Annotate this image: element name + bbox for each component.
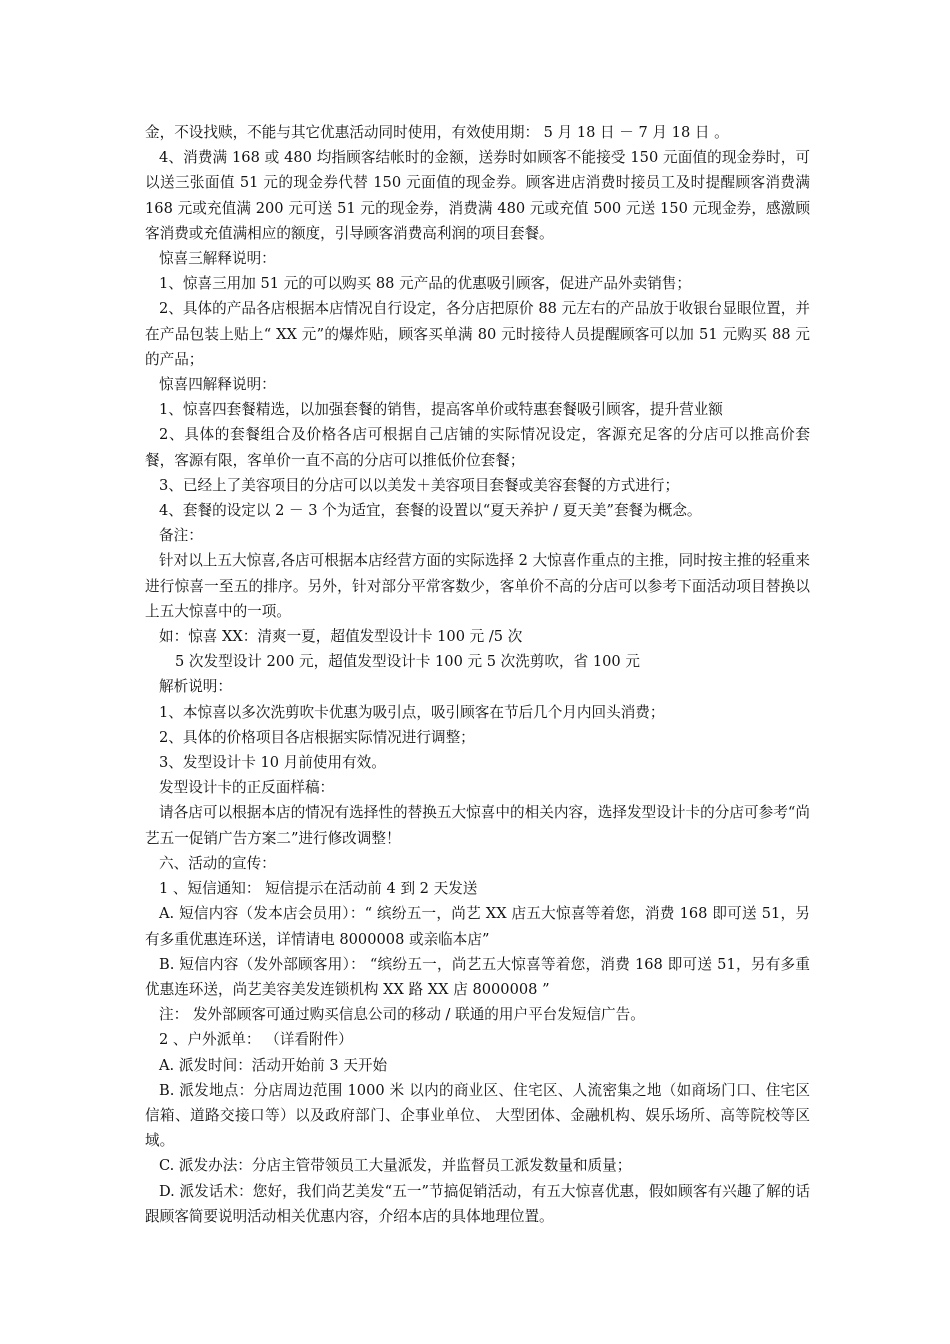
paragraph: A. 派发时间：活动开始前 3 天开始 — [159, 1056, 388, 1074]
paragraph: 3、已经上了美容项目的分店可以以美发＋美容项目套餐或美容套餐的方式进行； — [159, 476, 680, 494]
paragraph: 请各店可以根据本店的情况有选择性的替换五大惊喜中的相关内容，选择发型设计卡的分店可参考“尚艺五一促销广告方案二”进行修改调整！ — [145, 804, 810, 847]
paragraph: 1、惊喜四套餐精选，以加强套餐的销售，提高客单价或特惠套餐吸引顾客，提升营业额 — [159, 401, 723, 419]
paragraph: 2、具体的价格项目各店根据实际情况进行调整； — [159, 728, 475, 746]
paragraph: D. 派发话术：您好，我们尚艺美发“五一”节搞促销活动，有五大惊喜优惠，假如顾客有兴趣了解的话跟顾客简要说明活动相关优惠内容，介绍本店的具体地理位置。 — [145, 1182, 810, 1225]
paragraph: 2 、户外派单： （详看附件） — [159, 1031, 353, 1049]
paragraph: 3、发型设计卡 10 月前使用有效。 — [159, 754, 386, 772]
paragraph: 1、惊喜三用加 51 元的可以购买 88 元产品的优惠吸引顾客，促进产品外卖销售； — [159, 275, 691, 293]
paragraph: 1、本惊喜以多次洗剪吹卡优惠为吸引点，吸引顾客在节后几个月内回头消费； — [159, 703, 665, 721]
section-heading: 惊喜三解释说明： — [159, 250, 276, 268]
section-heading: 解析说明： — [159, 678, 232, 696]
paragraph: 注： 发外部顾客可通过购买信息公司的移动 / 联通的用户平台发短信广告。 — [159, 1006, 645, 1024]
paragraph: C. 派发办法：分店主管带领员工大量派发，并监督员工派发数量和质量； — [159, 1157, 632, 1175]
section-heading: 六、活动的宣传： — [159, 854, 276, 872]
paragraph: A. 短信内容（发本店会员用）：“ 缤纷五一，尚艺 XX 店五大惊喜等着您，消费 168 即可送 51，另有多重优惠连环送，详情请电 8000008 或亲临本店” — [145, 905, 810, 948]
paragraph: 5 次发型设计 200 元，超值发型设计卡 100 元 5 次洗剪吹，省 100 元 — [175, 653, 640, 671]
paragraph: 4、套餐的设定以 2 － 3 个为适宜，套餐的设置以“夏天养护 / 夏天美”套餐为概念。 — [159, 502, 702, 520]
section-heading: 惊喜四解释说明： — [159, 376, 276, 394]
paragraph: 针对以上五大惊喜,各店可根据本店经营方面的实际选择 2 大惊喜作重点的主推，同时按主推的轻重来进行惊喜一至五的排序。另外，针对部分平常客数少，客单价不高的分店可以参考下面活动项目替换以上五大惊喜中的一项。 — [145, 552, 810, 620]
paragraph: 2、具体的套餐组合及价格各店可根据自己店铺的实际情况设定，客源充足客的分店可以推高价套餐，客源有限，客单价一直不高的分店可以推低价位套餐； — [145, 426, 810, 469]
paragraph: 如：惊喜 XX：清爽一夏，超值发型设计卡 100 元 /5 次 — [159, 628, 523, 646]
paragraph: B. 短信内容（发外部顾客用）： “缤纷五一，尚艺五大惊喜等着您，消费 168 即可送 51，另有多重优惠连环送，尚艺美容美发连锁机构 XX 路 XX 店 8000008 ” — [145, 955, 810, 998]
paragraph: B. 派发地点：分店周边范围 1000 米 以内的商业区、住宅区、人流密集之地（如商场门口、住宅区信箱、道路交接口等）以及政府部门、企事业单位、 大型团体、金融机构、娱乐场所、高等院校等区域。 — [145, 1081, 810, 1150]
paragraph: 2、具体的产品各店根据本店情况自行设定，各分店把原价 88 元左右的产品放于收银台显眼位置，并在产品包装上贴上“ XX 元”的爆炸贴，顾客买单满 80 元时接待人员提醒顾客可以加 51 元购买 88 元的产品； — [145, 300, 810, 368]
paragraph: 金，不设找赎，不能与其它优惠活动同时使用，有效使用期： 5 月 18 日 － 7 月 18 日 。 — [145, 124, 729, 141]
section-heading: 备注： — [159, 527, 203, 545]
section-heading: 发型设计卡的正反面样稿： — [159, 779, 335, 797]
paragraph: 4、消费满 168 或 480 均指顾客结帐时的金额，送券时如顾客不能接受 150 元面值的现金券时，可以送三张面值 51 元的现金券代替 150 元面值的现金券。顾客进店消费时接员工及时提醒顾客消费满 168 元或充值满 200 元可送 51 元的现金券，消费满 480 元或充值 500 元送 150 元现金券，感激顾客消费或充值满相应的额度，引导顾客消费高利润的项目套餐。 — [145, 149, 810, 242]
paragraph: 1 、短信通知： 短信提示在活动前 4 到 2 天发送 — [159, 880, 478, 898]
document-body — [145, 120, 810, 1229]
